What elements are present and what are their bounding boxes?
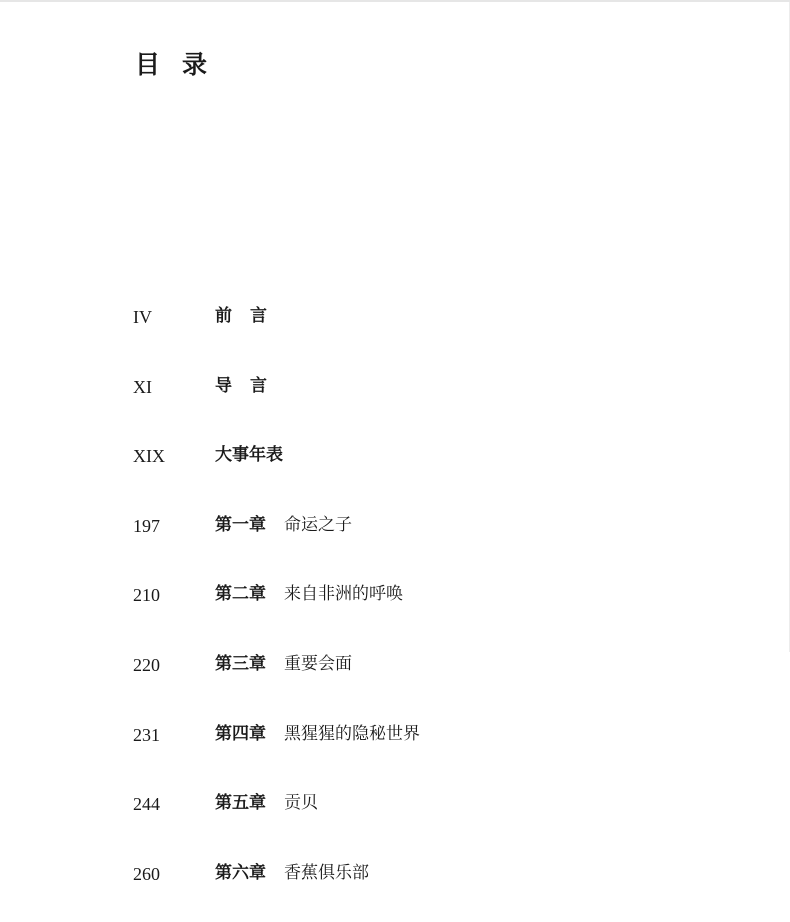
toc-page-number: 244 [133,794,160,815]
toc-chapter-label: 第五章 [215,793,266,814]
table-of-contents [133,296,693,922]
toc-page-number: 197 [133,515,160,536]
toc-chapter-label: 第六章 [215,862,266,883]
toc-entry[interactable] [133,574,693,644]
toc-entry-title [215,723,420,745]
toc-entry-title [215,792,318,814]
toc-page-number: IV [133,307,152,327]
toc-entry[interactable] [133,783,693,853]
toc-entry-title [215,653,352,675]
toc-entry[interactable] [133,644,693,714]
toc-chapter-label: 第二章 [215,584,266,605]
page-title: 目录 [135,50,230,79]
toc-chapter-title: 命运之子 [284,514,352,535]
toc-entry[interactable] [133,505,693,575]
toc-label: 大事年表 [215,445,283,466]
toc-entry-title [215,862,369,884]
toc-chapter-label: 第四章 [215,723,266,744]
top-border [0,0,790,2]
toc-page-number: 231 [133,724,160,745]
toc-entry-title [215,375,285,397]
toc-chapter-title: 黑猩猩的隐秘世界 [284,723,420,744]
toc-label: 导言 [215,375,285,396]
toc-entry-title [215,583,403,605]
toc-entry[interactable] [133,435,693,505]
toc-chapter-title: 来自非洲的呼唤 [284,584,403,605]
toc-chapter-title: 重要会面 [284,653,352,674]
toc-chapter-title: 贡贝 [284,793,318,814]
toc-entry[interactable] [133,714,693,784]
toc-page-number: XIX [133,446,165,467]
toc-chapter-label: 第一章 [215,514,266,535]
toc-entry[interactable] [133,296,693,366]
toc-page-number: 260 [133,863,160,884]
toc-entry[interactable] [133,853,693,922]
toc-chapter-label: 第三章 [215,653,266,674]
toc-page-number: XI [133,376,152,397]
toc-entry[interactable] [133,366,693,436]
toc-entry-title [215,305,285,327]
toc-entry-title [215,514,352,536]
toc-page-number: 220 [133,654,160,675]
toc-chapter-title: 香蕉俱乐部 [284,862,369,883]
toc-entry-title [215,444,283,466]
toc-page-number: 210 [133,585,160,606]
toc-label: 前言 [215,306,285,326]
